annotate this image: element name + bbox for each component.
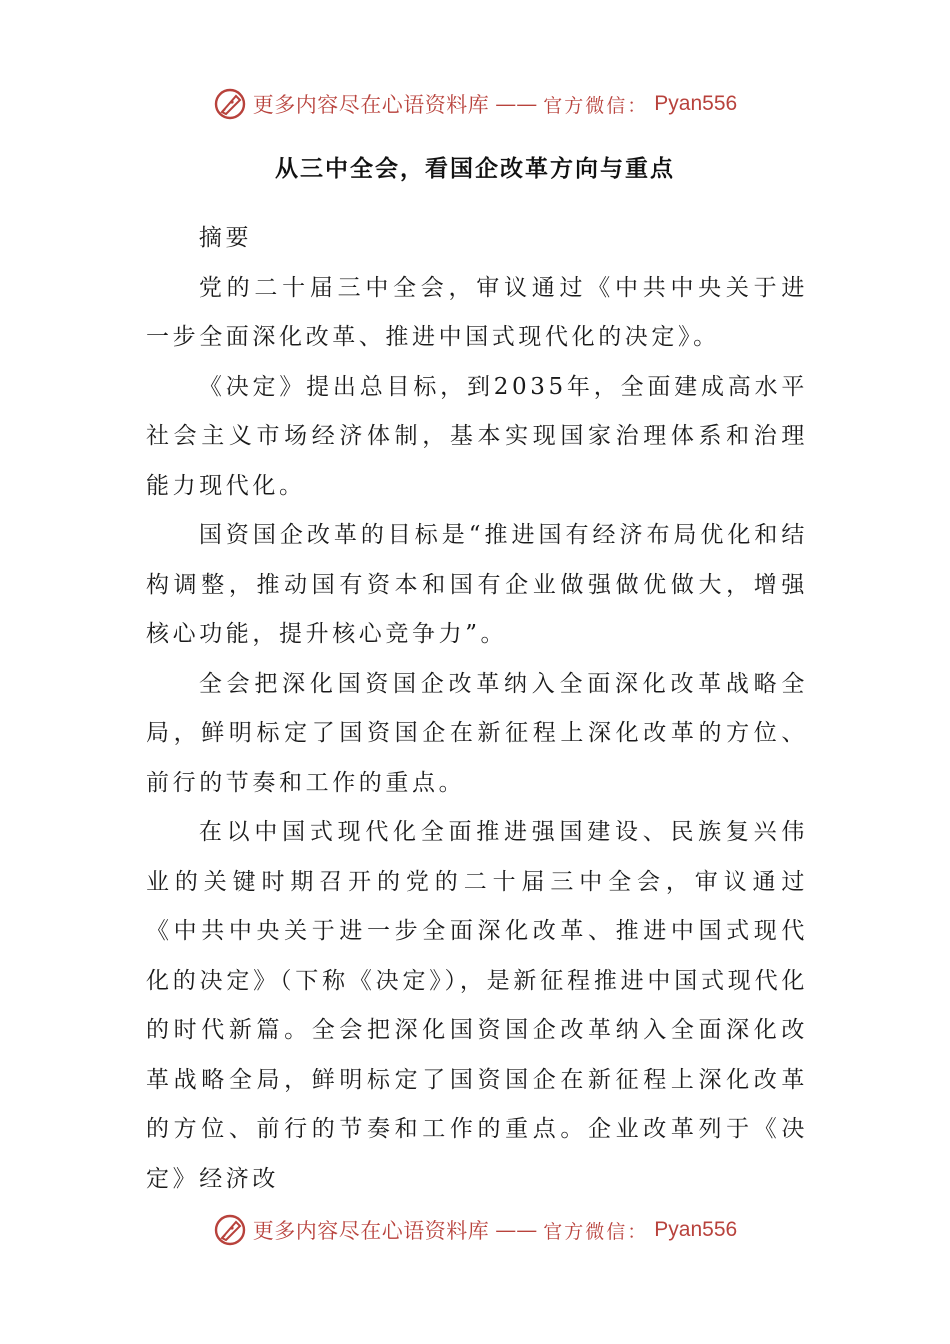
paragraph: 《决定》提出总目标，到2035年，全面建成高水平社会主义市场经济体制，基本实现国家治理体系和治理能力现代化。 xyxy=(146,373,808,499)
paragraph: 在以中国式现代化全面推进强国建设、民族复兴伟业的关键时期召开的党的二十届三中全会，审议通过《中共中央关于进一步全面深化改革、推进中国式现代化的决定》（下称《决定》），是新征程推进中国式现代化的时代新篇。全会把深化国资国企改革纳入全面深化改革战略全局，鲜明标定了国资国企在新征程上深化改革的方位、前行的节奏和工作的重点。企业改革列于《决定》经济改 xyxy=(146,819,808,1192)
header-banner xyxy=(0,84,950,124)
paragraph: 全会把深化国资国企改革纳入全面深化改革战略全局，鲜明标定了国资国企在新征程上深化改革的方位、前行的节奏和工作的重点。 xyxy=(146,670,808,796)
site-name: 更多内容尽在心语资料库 xyxy=(252,1219,490,1243)
wechat-id: Pyan556 xyxy=(654,92,738,115)
wechat-label: 官方微信： xyxy=(543,1220,649,1243)
separator: —— xyxy=(495,1218,538,1242)
wechat-id: Pyan556 xyxy=(654,1218,738,1241)
pen-nib-circle-icon xyxy=(213,87,247,121)
separator: —— xyxy=(495,92,538,116)
paragraph: 国资国企改革的目标是“推进国有经济布局优化和结构调整，推动国有资本和国有企业做强做优做大，增强核心功能，提升核心竞争力”。 xyxy=(146,522,808,647)
wechat-label: 官方微信： xyxy=(543,94,649,117)
footer-banner xyxy=(0,1210,950,1250)
paragraph-abstract-heading: 摘要 xyxy=(198,225,253,251)
site-name: 更多内容尽在心语资料库 xyxy=(252,93,490,117)
pen-nib-circle-icon xyxy=(213,1213,247,1247)
document-title: 从三中全会，看国企改革方向与重点 xyxy=(275,156,675,182)
paragraph: 党的二十届三中全会，审议通过《中共中央关于进一步全面深化改革、推进中国式现代化的决定》。 xyxy=(146,274,808,350)
document-body xyxy=(146,214,808,1204)
